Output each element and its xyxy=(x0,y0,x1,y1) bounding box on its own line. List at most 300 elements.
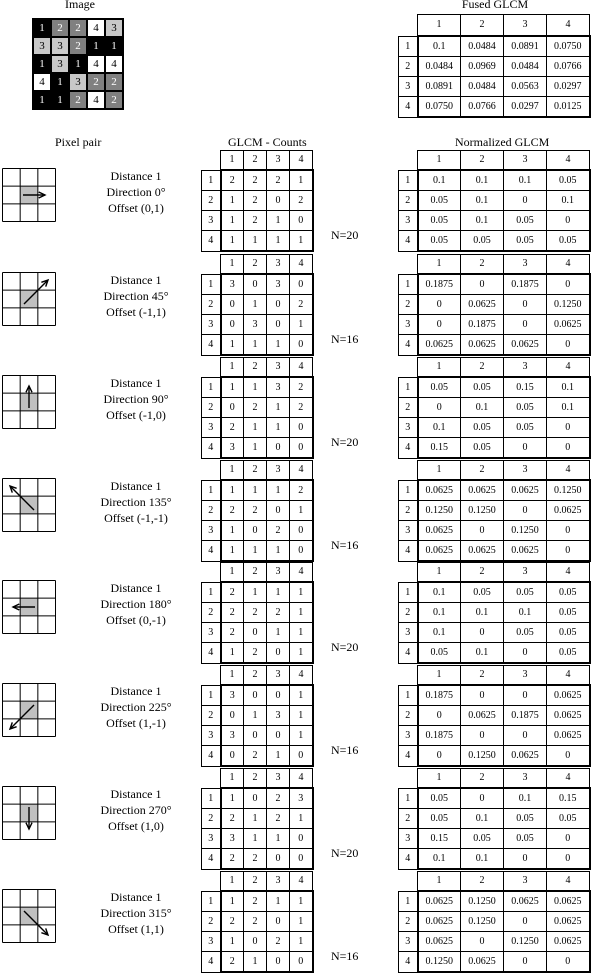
pair-description xyxy=(76,272,196,320)
matrix-cell: 0.1 xyxy=(461,849,504,870)
glcm-counts-table xyxy=(201,562,314,664)
matrix-cell: 2 xyxy=(267,603,290,623)
row-header: 4 xyxy=(202,643,221,664)
matrix-cell: 0 xyxy=(461,788,504,809)
matrix-cell: 1 xyxy=(221,231,244,252)
row-header: 4 xyxy=(399,541,418,562)
matrix-cell: 0.05 xyxy=(461,582,504,603)
matrix-cell: 0 xyxy=(461,726,504,746)
matrix-cell: 0 xyxy=(290,438,313,459)
column-header: 1 xyxy=(418,255,461,275)
matrix-cell: 0 xyxy=(504,295,547,315)
matrix-cell: 1 xyxy=(221,643,244,664)
matrix-cell: 0 xyxy=(290,274,313,295)
row-header: 4 xyxy=(202,952,221,973)
matrix-cell: 0 xyxy=(221,398,244,418)
matrix-cell: 3 xyxy=(267,706,290,726)
matrix-cell: 0.15 xyxy=(418,829,461,849)
matrix-cell: 0.0891 xyxy=(418,77,461,97)
table-row xyxy=(399,97,590,118)
matrix-cell: 0.0625 xyxy=(418,891,461,912)
table-row xyxy=(202,582,313,603)
row-header: 2 xyxy=(202,191,221,211)
matrix-cell: 0 xyxy=(504,726,547,746)
row-header: 4 xyxy=(399,335,418,356)
matrix-cell: 0 xyxy=(461,932,504,952)
row-header: 3 xyxy=(399,726,418,746)
row-header: 4 xyxy=(202,438,221,459)
column-header: 3 xyxy=(504,461,547,481)
matrix-cell: 0.05 xyxy=(547,809,590,829)
table-row xyxy=(202,788,313,809)
column-header: 4 xyxy=(290,563,313,583)
matrix-cell: 0 xyxy=(267,295,290,315)
matrix-cell: 1 xyxy=(290,912,313,932)
pair-line1: Distance 1 xyxy=(110,479,162,493)
matrix-cell: 0.15 xyxy=(418,438,461,459)
pair-description xyxy=(76,683,196,731)
matrix-cell: 2 xyxy=(290,377,313,398)
matrix-cell: 0.05 xyxy=(547,603,590,623)
row-header: 4 xyxy=(399,849,418,870)
column-header: 4 xyxy=(547,255,590,275)
row-header: 2 xyxy=(399,398,418,418)
row-header: 3 xyxy=(399,77,418,97)
matrix-cell: 0.05 xyxy=(504,418,547,438)
table-row xyxy=(202,398,313,418)
table-row xyxy=(202,912,313,932)
matrix-cell: 0 xyxy=(461,623,504,643)
matrix-cell: 3 xyxy=(221,726,244,746)
matrix-cell: 0.0625 xyxy=(418,912,461,932)
row-header: 2 xyxy=(399,912,418,932)
matrix-cell: 1 xyxy=(290,623,313,643)
matrix-cell: 0 xyxy=(547,335,590,356)
matrix-cell: 0.05 xyxy=(418,643,461,664)
table-corner xyxy=(399,666,418,686)
matrix-cell: 0 xyxy=(504,912,547,932)
pair-line3: Offset (1,1) xyxy=(108,922,164,936)
matrix-cell: 2 xyxy=(244,191,267,211)
image-grid xyxy=(32,18,124,110)
matrix-cell: 0.05 xyxy=(504,211,547,231)
table-row xyxy=(399,788,590,809)
glcm-counts-header: GLCM - Counts xyxy=(228,135,307,149)
table-row xyxy=(202,315,313,335)
image-cell: 2 xyxy=(105,91,123,109)
matrix-cell: 0.05 xyxy=(504,809,547,829)
column-header: 2 xyxy=(244,358,267,378)
matrix-cell: 0.1 xyxy=(418,582,461,603)
row-header: 1 xyxy=(399,891,418,912)
matrix-cell: 2 xyxy=(221,809,244,829)
matrix-cell: 0 xyxy=(290,849,313,870)
matrix-cell: 1 xyxy=(221,521,244,541)
matrix-cell: 2 xyxy=(221,952,244,973)
column-header: 2 xyxy=(461,255,504,275)
matrix-cell: 2 xyxy=(290,295,313,315)
matrix-cell: 0 xyxy=(244,726,267,746)
pair-line3: Offset (1,-1) xyxy=(106,716,166,730)
matrix-cell: 0 xyxy=(461,274,504,295)
matrix-cell: 0 xyxy=(290,211,313,231)
row-header: 1 xyxy=(202,582,221,603)
row-header: 2 xyxy=(202,809,221,829)
row-header: 2 xyxy=(399,191,418,211)
column-header: 3 xyxy=(267,255,290,275)
image-cell: 2 xyxy=(69,91,87,109)
image-cell: 1 xyxy=(33,91,51,109)
matrix-cell: 0.1 xyxy=(461,211,504,231)
matrix-cell: 0.1250 xyxy=(418,501,461,521)
table-row xyxy=(399,952,590,973)
column-header: 3 xyxy=(504,151,547,171)
matrix-cell: 0.1250 xyxy=(461,891,504,912)
matrix-cell: 0.0625 xyxy=(418,932,461,952)
matrix-cell: 0.05 xyxy=(504,582,547,603)
matrix-cell: 1 xyxy=(267,211,290,231)
matrix-cell: 0 xyxy=(221,295,244,315)
matrix-cell: 0 xyxy=(267,952,290,973)
normalized-glcm-table xyxy=(398,768,591,870)
column-header: 2 xyxy=(244,461,267,481)
matrix-cell: 0.0969 xyxy=(461,57,504,77)
column-header: 4 xyxy=(290,769,313,789)
matrix-cell: 1 xyxy=(290,170,313,191)
matrix-cell: 0.1250 xyxy=(547,295,590,315)
matrix-cell: 2 xyxy=(290,480,313,501)
matrix-cell: 2 xyxy=(244,170,267,191)
image-cell: 1 xyxy=(87,37,105,55)
matrix-cell: 0.1250 xyxy=(461,912,504,932)
matrix-cell: 0.05 xyxy=(504,231,547,252)
pair-line2: Direction 315° xyxy=(100,906,172,920)
matrix-cell: 0.05 xyxy=(418,809,461,829)
row-header: 1 xyxy=(202,788,221,809)
matrix-cell: 1 xyxy=(290,726,313,746)
matrix-cell: 0.0484 xyxy=(461,77,504,97)
arrow-nw-icon xyxy=(2,478,56,532)
matrix-cell: 0 xyxy=(290,952,313,973)
matrix-cell: 0.1 xyxy=(418,170,461,191)
matrix-cell: 0.0891 xyxy=(504,36,547,57)
matrix-cell: 3 xyxy=(267,377,290,398)
table-corner xyxy=(399,769,418,789)
matrix-cell: 0.0750 xyxy=(547,36,590,57)
image-cell: 2 xyxy=(51,19,69,37)
table-corner xyxy=(202,769,221,789)
row-header: 1 xyxy=(202,480,221,501)
matrix-cell: 0.1250 xyxy=(504,521,547,541)
image-title: Image xyxy=(65,0,95,11)
pair-line3: Offset (1,0) xyxy=(108,819,164,833)
matrix-cell: 1 xyxy=(290,315,313,335)
matrix-cell: 1 xyxy=(244,335,267,356)
matrix-cell: 0.05 xyxy=(504,623,547,643)
matrix-cell: 0 xyxy=(290,521,313,541)
row-header: 3 xyxy=(399,211,418,231)
table-row xyxy=(399,891,590,912)
matrix-cell: 1 xyxy=(290,643,313,664)
matrix-cell: 0 xyxy=(504,849,547,870)
matrix-cell: 0.1875 xyxy=(461,315,504,335)
matrix-cell: 1 xyxy=(290,706,313,726)
matrix-cell: 0.0625 xyxy=(461,541,504,562)
matrix-cell: 2 xyxy=(267,521,290,541)
row-header: 2 xyxy=(202,501,221,521)
column-header: 4 xyxy=(290,358,313,378)
matrix-cell: 0.05 xyxy=(547,623,590,643)
matrix-cell: 0.1 xyxy=(461,643,504,664)
column-header: 1 xyxy=(418,15,461,37)
row-header: 3 xyxy=(202,418,221,438)
row-header: 1 xyxy=(399,788,418,809)
image-cell: 3 xyxy=(51,37,69,55)
column-header: 1 xyxy=(221,255,244,275)
matrix-cell: 0.1250 xyxy=(547,480,590,501)
matrix-cell: 0 xyxy=(290,418,313,438)
image-cell: 2 xyxy=(69,37,87,55)
matrix-cell: 0.0484 xyxy=(418,57,461,77)
matrix-cell: 0.0625 xyxy=(461,335,504,356)
table-row xyxy=(399,541,590,562)
matrix-cell: 0.05 xyxy=(418,211,461,231)
matrix-cell: 0.0625 xyxy=(547,932,590,952)
table-row xyxy=(399,809,590,829)
normalized-glcm-table xyxy=(398,460,591,562)
matrix-cell: 0.0625 xyxy=(418,521,461,541)
column-header: 2 xyxy=(461,358,504,378)
matrix-cell: 0.0766 xyxy=(461,97,504,118)
matrix-cell: 0.0625 xyxy=(461,952,504,973)
matrix-cell: 0 xyxy=(418,315,461,335)
table-corner xyxy=(202,151,221,171)
row-header: 2 xyxy=(399,706,418,726)
matrix-cell: 0.1875 xyxy=(418,726,461,746)
image-cell: 4 xyxy=(87,19,105,37)
matrix-cell: 0.1875 xyxy=(418,685,461,706)
matrix-cell: 2 xyxy=(267,809,290,829)
matrix-cell: 0.0625 xyxy=(461,706,504,726)
table-corner xyxy=(202,563,221,583)
column-header: 2 xyxy=(461,461,504,481)
matrix-cell: 0.1 xyxy=(504,603,547,623)
fused-glcm-table xyxy=(398,14,591,118)
matrix-cell: 0.0625 xyxy=(461,480,504,501)
table-row xyxy=(202,295,313,315)
matrix-cell: 1 xyxy=(221,788,244,809)
matrix-cell: 0 xyxy=(504,438,547,459)
pair-description xyxy=(76,168,196,216)
row-header: 4 xyxy=(202,335,221,356)
column-header: 4 xyxy=(547,769,590,789)
matrix-cell: 2 xyxy=(290,191,313,211)
pair-line2: Direction 0° xyxy=(106,185,166,199)
row-header: 1 xyxy=(202,377,221,398)
matrix-cell: 0 xyxy=(547,521,590,541)
column-header: 1 xyxy=(418,666,461,686)
matrix-cell: 0.1875 xyxy=(418,274,461,295)
table-row xyxy=(399,418,590,438)
normalized-glcm-table xyxy=(398,871,591,973)
row-header: 2 xyxy=(202,398,221,418)
matrix-cell: 0.1 xyxy=(547,191,590,211)
matrix-cell: 0 xyxy=(267,315,290,335)
table-row xyxy=(399,191,590,211)
matrix-cell: 0.1 xyxy=(547,398,590,418)
table-row xyxy=(399,643,590,664)
matrix-cell: 2 xyxy=(221,582,244,603)
matrix-cell: 2 xyxy=(244,912,267,932)
matrix-cell: 0.05 xyxy=(461,231,504,252)
matrix-cell: 1 xyxy=(267,829,290,849)
column-header: 3 xyxy=(504,358,547,378)
matrix-cell: 0.0625 xyxy=(461,295,504,315)
matrix-cell: 0 xyxy=(504,685,547,706)
pair-line1: Distance 1 xyxy=(110,787,162,801)
matrix-cell: 1 xyxy=(267,623,290,643)
column-header: 4 xyxy=(547,151,590,171)
table-row xyxy=(202,706,313,726)
matrix-cell: 1 xyxy=(267,480,290,501)
count-total-label: N=20 xyxy=(331,640,359,654)
matrix-cell: 0.1 xyxy=(461,170,504,191)
matrix-cell: 3 xyxy=(221,685,244,706)
image-cell: 4 xyxy=(33,73,51,91)
matrix-cell: 0 xyxy=(244,685,267,706)
matrix-cell: 1 xyxy=(267,891,290,912)
table-row xyxy=(399,398,590,418)
table-row xyxy=(399,521,590,541)
row-header: 4 xyxy=(202,746,221,767)
column-header: 4 xyxy=(290,461,313,481)
arrow-n-icon xyxy=(2,375,56,429)
matrix-cell: 0.05 xyxy=(461,438,504,459)
column-header: 4 xyxy=(547,358,590,378)
table-row xyxy=(399,623,590,643)
matrix-cell: 3 xyxy=(290,788,313,809)
column-header: 3 xyxy=(504,872,547,892)
matrix-cell: 0.0625 xyxy=(418,480,461,501)
matrix-cell: 0 xyxy=(221,746,244,767)
table-row xyxy=(399,231,590,252)
matrix-cell: 1 xyxy=(244,541,267,562)
table-row xyxy=(399,57,590,77)
column-header: 4 xyxy=(547,461,590,481)
table-corner xyxy=(202,872,221,892)
pair-description xyxy=(76,786,196,834)
matrix-cell: 0.05 xyxy=(461,418,504,438)
matrix-cell: 0 xyxy=(290,746,313,767)
row-header: 2 xyxy=(399,295,418,315)
matrix-cell: 1 xyxy=(290,932,313,952)
column-header: 2 xyxy=(461,151,504,171)
matrix-cell: 0 xyxy=(418,295,461,315)
matrix-cell: 0.1 xyxy=(418,36,461,57)
row-header: 1 xyxy=(399,36,418,57)
table-row xyxy=(399,501,590,521)
matrix-cell: 0.05 xyxy=(547,643,590,664)
image-cell: 4 xyxy=(87,91,105,109)
column-header: 1 xyxy=(221,666,244,686)
matrix-cell: 1 xyxy=(267,231,290,252)
column-header: 4 xyxy=(290,255,313,275)
pair-line2: Direction 90° xyxy=(103,392,169,406)
matrix-cell: 0 xyxy=(267,191,290,211)
matrix-cell: 0 xyxy=(547,829,590,849)
table-row xyxy=(399,829,590,849)
matrix-cell: 0.05 xyxy=(418,191,461,211)
image-cell: 1 xyxy=(51,91,69,109)
table-corner xyxy=(202,255,221,275)
matrix-cell: 0.05 xyxy=(504,398,547,418)
row-header: 1 xyxy=(399,170,418,191)
column-header: 3 xyxy=(267,769,290,789)
glcm-counts-table xyxy=(201,254,314,356)
pair-line1: Distance 1 xyxy=(110,273,162,287)
matrix-cell: 0 xyxy=(504,643,547,664)
matrix-cell: 0.1 xyxy=(418,623,461,643)
arrow-ne-icon xyxy=(2,272,56,326)
column-header: 2 xyxy=(244,872,267,892)
row-header: 3 xyxy=(202,211,221,231)
matrix-cell: 1 xyxy=(267,398,290,418)
count-total-label: N=16 xyxy=(331,538,359,552)
column-header: 4 xyxy=(547,872,590,892)
pair-line2: Direction 135° xyxy=(100,495,172,509)
column-header: 2 xyxy=(461,769,504,789)
matrix-cell: 0.1 xyxy=(418,603,461,623)
table-row xyxy=(202,809,313,829)
row-header: 2 xyxy=(399,603,418,623)
matrix-cell: 0.0625 xyxy=(418,541,461,562)
matrix-cell: 0 xyxy=(221,315,244,335)
row-header: 2 xyxy=(202,706,221,726)
arrow-w-icon xyxy=(2,580,56,634)
normalized-glcm-table xyxy=(398,357,591,459)
row-header: 2 xyxy=(202,912,221,932)
matrix-cell: 0.0625 xyxy=(504,541,547,562)
matrix-cell: 0 xyxy=(267,912,290,932)
matrix-cell: 2 xyxy=(221,623,244,643)
table-row xyxy=(399,932,590,952)
matrix-cell: 1 xyxy=(290,231,313,252)
matrix-cell: 0.05 xyxy=(547,231,590,252)
glcm-counts-table xyxy=(201,460,314,562)
matrix-cell: 1 xyxy=(290,809,313,829)
image-cell: 3 xyxy=(33,37,51,55)
matrix-cell: 2 xyxy=(221,501,244,521)
matrix-cell: 2 xyxy=(221,170,244,191)
table-row xyxy=(202,932,313,952)
row-header: 4 xyxy=(399,97,418,118)
column-header: 2 xyxy=(461,15,504,37)
table-row xyxy=(399,582,590,603)
column-header: 2 xyxy=(461,872,504,892)
matrix-cell: 0.1 xyxy=(461,603,504,623)
row-header: 3 xyxy=(202,623,221,643)
row-header: 3 xyxy=(399,932,418,952)
matrix-cell: 1 xyxy=(244,377,267,398)
table-row xyxy=(202,211,313,231)
matrix-cell: 0.15 xyxy=(504,377,547,398)
row-header: 3 xyxy=(202,521,221,541)
table-row xyxy=(399,36,590,57)
matrix-cell: 1 xyxy=(244,952,267,973)
column-header: 2 xyxy=(244,769,267,789)
matrix-cell: 0 xyxy=(221,706,244,726)
matrix-cell: 0.0297 xyxy=(504,97,547,118)
